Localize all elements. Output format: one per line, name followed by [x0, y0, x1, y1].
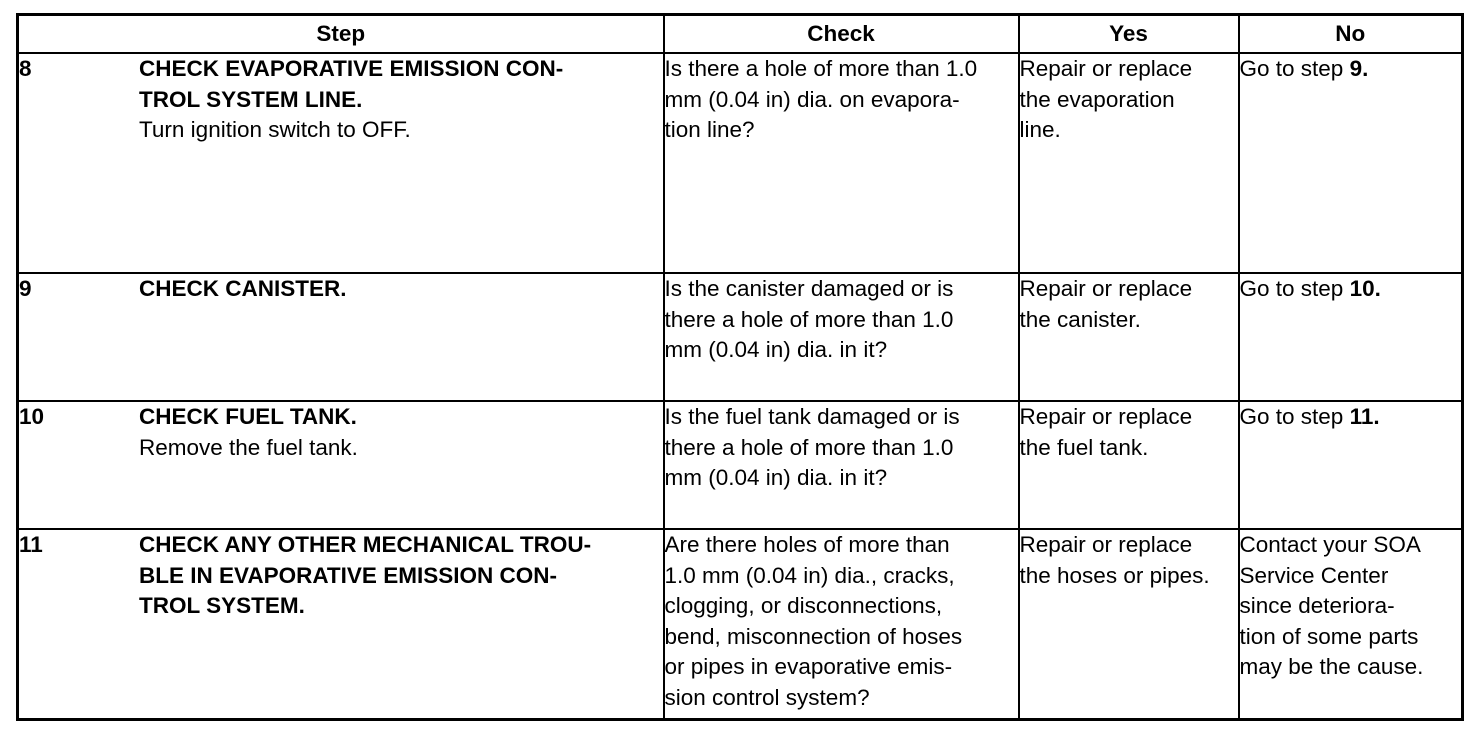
step-cell: [18, 53, 664, 273]
check-cell: Is the canister damaged or is there a hole of more than 1.0 mm (0.04 in) dia. in it?: [664, 273, 1019, 401]
table-row: [18, 529, 1463, 719]
step-cell: [18, 401, 664, 529]
step-cell: [18, 529, 664, 719]
table-row: [18, 273, 1463, 401]
table-row: [18, 53, 1463, 273]
header-step: Step: [18, 15, 664, 54]
step-number: 10: [19, 404, 45, 429]
header-row: [18, 15, 1463, 54]
no-step-ref: 9.: [1349, 56, 1369, 81]
yes-cell: Repair or replace the fuel tank.: [1019, 401, 1239, 529]
no-cell: [1239, 401, 1463, 529]
step-title: CHECK FUEL TANK.: [139, 404, 357, 429]
step-title: CHECK EVAPORATIVE EMISSION CON- TROL SYSTEM LINE.: [139, 56, 564, 112]
step-title: CHECK CANISTER.: [139, 276, 347, 301]
header-check: Check: [664, 15, 1019, 54]
step-action: Remove the fuel tank.: [139, 434, 358, 460]
header-yes: Yes: [1019, 15, 1239, 54]
yes-cell: Repair or replace the canister.: [1019, 273, 1239, 401]
step-action: Turn ignition switch to OFF.: [139, 117, 411, 142]
step-number: 8: [19, 56, 32, 81]
step-title: CHECK ANY OTHER MECHANICAL TROU- BLE IN EVAPORATIVE EMISSION CON- TROL SYSTEM.: [139, 532, 592, 618]
no-prefix: Go to step: [1239, 404, 1350, 429]
no-cell: [1239, 273, 1463, 401]
check-cell: Are there holes of more than 1.0 mm (0.04 in) dia., cracks, clogging, or disconnections, bend, misconnection of hoses or pipes in evaporative emis- sion control system?: [664, 529, 1019, 719]
diagnostic-table: [16, 13, 1464, 721]
no-step-ref: 10.: [1349, 276, 1381, 301]
step-number: 9: [19, 276, 32, 301]
yes-cell: Repair or replace the evaporation line.: [1019, 53, 1239, 273]
step-number: 11: [19, 532, 43, 557]
no-cell: Contact your SOA Service Center since deteriora- tion of some parts may be the cause.: [1239, 529, 1463, 719]
table-row: [18, 401, 1463, 529]
step-cell: [18, 273, 664, 401]
no-cell: [1239, 53, 1463, 273]
header-no: No: [1239, 15, 1463, 54]
check-cell: Is the fuel tank damaged or is there a hole of more than 1.0 mm (0.04 in) dia. in it?: [664, 401, 1019, 529]
no-step-ref: 11.: [1349, 404, 1380, 429]
no-prefix: Go to step: [1239, 56, 1350, 81]
check-cell: Is there a hole of more than 1.0 mm (0.04 in) dia. on evapora- tion line?: [664, 53, 1019, 273]
yes-cell: Repair or replace the hoses or pipes.: [1019, 529, 1239, 719]
no-prefix: Go to step: [1239, 276, 1350, 301]
